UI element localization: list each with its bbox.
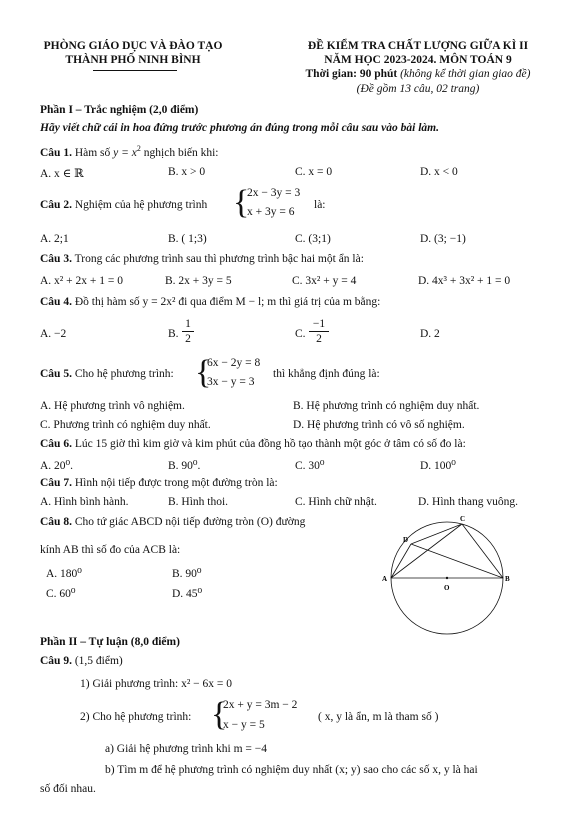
q8-option-d: D. 45⁰ (172, 588, 203, 600)
q4-c-den: 2 (316, 333, 322, 345)
segment-dc (411, 524, 462, 544)
q2-text: Nghiệm của hệ phương trình (74, 199, 208, 211)
q4-stem (40, 296, 380, 308)
q1-stem (40, 144, 219, 159)
q6-option-c: C. 30⁰ (295, 460, 325, 472)
q8-text1: Cho tứ giác ABCD nội tiếp đường tròn (O) đường (74, 516, 306, 528)
q2-eq2: x + 3y = 6 (247, 206, 295, 218)
q5-stem (40, 368, 174, 380)
time-note: (không kể thời gian giao đề) (400, 68, 531, 80)
exam-title: ĐỀ KIỂM TRA CHẤT LƯỢNG GIỮA KÌ II (307, 40, 529, 52)
q1-exp: 2 (136, 144, 141, 153)
q7-option-c: C. Hình chữ nhật. (295, 496, 377, 508)
exam-year-subject: NĂM HỌC 2023-2024. MÔN TOÁN 9 (324, 54, 512, 66)
q8-label: Câu 8. (40, 516, 72, 528)
part1-title: Phần I – Trắc nghiệm (2,0 điểm) (40, 104, 199, 116)
q4-option-c-fraction (309, 318, 329, 345)
q9-brace: { (211, 696, 228, 733)
q9-part2b-line1: b) Tìm m để hệ phương trình có nghiệm duy nhất (x; y) sao cho các số x, y là hai (105, 764, 478, 776)
q6-option-d: D. 100⁰ (420, 460, 456, 472)
q6-text: Lúc 15 giờ thì kim giờ và kim phút của đồng hồ tạo thành một góc ở tâm có số đo là: (74, 438, 466, 450)
q3-option-b: B. 2x + 3y = 5 (165, 275, 232, 287)
part1-instruction: Hãy viết chữ cái in hoa đứng trước phương án đúng trong mỗi câu sau vào bài làm. (40, 122, 440, 134)
school-city: THÀNH PHỐ NINH BÌNH (65, 54, 201, 66)
q4-b-num: 1 (185, 318, 191, 330)
q1-option-b: B. x > 0 (168, 166, 206, 178)
q5-option-b: B. Hệ phương trình có nghiệm duy nhất. (293, 400, 480, 412)
q9-eq1: 2x + y = 3m − 2 (223, 699, 298, 711)
q9-part2-prefix: 2) Cho hệ phương trình: (80, 711, 192, 723)
q5-eq1: 6x − 2y = 8 (207, 357, 261, 369)
q3-label: Câu 3. (40, 253, 72, 265)
q9-part2b-line2: số đối nhau. (40, 783, 96, 795)
q5-label: Câu 5. (40, 368, 72, 380)
q1-text-b: nghịch biến khi: (143, 146, 219, 159)
time-label: Thời gian: 90 phút (305, 68, 398, 80)
q4-text: Đồ thị hàm số y = 2x² đi qua điểm M − l; m thì giá trị của m bằng: (74, 296, 381, 308)
q2-label: Câu 2. (40, 199, 72, 211)
q4-label: Câu 4. (40, 296, 72, 308)
label-b: B (505, 575, 510, 583)
q1-option-c: C. x = 0 (295, 166, 333, 178)
q7-option-d: D. Hình thang vuông. (418, 496, 518, 508)
q3-option-a: A. x² + 2x + 1 = 0 (40, 275, 123, 287)
part2-title: Phần II – Tự luận (8,0 điểm) (40, 636, 180, 648)
q1-option-d: D. x < 0 (420, 166, 458, 178)
q2-option-a: A. 2;1 (40, 233, 69, 245)
q8-option-b: B. 90⁰ (172, 568, 202, 580)
q2-option-b: B. ( 1;3) (168, 233, 207, 245)
q7-label: Câu 7. (40, 477, 72, 489)
q2-option-c: C. (3;1) (295, 233, 331, 245)
q9-eq2: x − y = 5 (223, 719, 265, 731)
q6-option-a: A. 20⁰. (40, 460, 74, 472)
q8-circle-figure (380, 512, 520, 642)
q5-option-a: A. Hệ phương trình vô nghiệm. (40, 400, 185, 412)
q2-eq1: 2x − 3y = 3 (247, 187, 301, 199)
q1-label: Câu 1. (40, 146, 72, 159)
q3-option-c: C. 3x² + y = 4 (292, 275, 357, 287)
q1-text-a: Hàm số (74, 146, 111, 159)
q1-func: y = x (113, 146, 137, 159)
q9-part2a: a) Giải hệ phương trình khi m = −4 (105, 743, 267, 755)
q5-option-d: D. Hệ phương trình có vô số nghiệm. (293, 419, 465, 431)
segment-db (411, 544, 503, 578)
q5-option-c: C. Phương trình có nghiệm duy nhất. (40, 419, 211, 431)
q5-brace: { (195, 354, 212, 391)
segment-ac (391, 524, 462, 578)
q4-option-a: A. −2 (40, 328, 67, 340)
q8-stem-line2: kính AB thì số đo của ACB là: (40, 544, 181, 556)
school-dept: PHÒNG GIÁO DỤC VÀ ĐÀO TẠO (43, 40, 223, 52)
q5-tail: thì khẳng định đúng là: (273, 368, 380, 380)
label-c: C (460, 515, 466, 523)
header-underline (93, 70, 177, 71)
q4-option-d: D. 2 (420, 328, 440, 340)
q5-eq2: 3x − y = 3 (207, 376, 255, 388)
q4-option-b-prefix: B. (168, 328, 179, 340)
q6-label: Câu 6. (40, 438, 72, 450)
fraction-bar (309, 331, 329, 332)
q9-points: (1,5 điểm) (74, 655, 123, 667)
q4-option-c-prefix: C. (295, 328, 306, 340)
q7-option-b: B. Hình thoi. (168, 496, 229, 508)
q8-option-a: A. 180⁰ (46, 568, 82, 580)
pages-note: (Đề gồm 13 câu, 02 trang) (356, 83, 480, 95)
q3-stem (40, 253, 364, 265)
q4-option-b-fraction (182, 318, 194, 345)
q9-part1: 1) Giải phương trình: x² − 6x = 0 (80, 678, 233, 690)
q2-stem (40, 199, 207, 211)
q2-tail: là: (314, 199, 326, 211)
q9-part2-note: ( x, y là ẩn, m là tham số ) (318, 711, 439, 723)
segment-cb (462, 524, 503, 578)
q9-label: Câu 9. (40, 655, 72, 667)
q4-b-den: 2 (185, 333, 191, 345)
q4-c-num: −1 (312, 318, 326, 330)
q1-option-a: A. x ∈ ℝ (40, 168, 84, 180)
q2-brace: { (233, 184, 250, 221)
q7-text: Hình nội tiếp được trong một đường tròn là: (74, 477, 278, 489)
center-point (446, 577, 448, 579)
q8-option-c: C. 60⁰ (46, 588, 76, 600)
exam-time (268, 68, 568, 80)
q5-text: Cho hệ phương trình: (74, 368, 174, 380)
q3-option-d: D. 4x³ + 3x² + 1 = 0 (418, 275, 511, 287)
q2-option-d: D. (3; −1) (420, 233, 466, 245)
label-a: A (382, 575, 388, 583)
q9-heading (40, 655, 123, 667)
q8-stem-line1 (40, 516, 305, 528)
q6-stem (40, 438, 466, 450)
label-d: D (403, 536, 409, 544)
q6-option-b: B. 90⁰. (168, 460, 201, 472)
fraction-bar (182, 331, 194, 332)
q7-stem (40, 477, 278, 489)
q7-option-a: A. Hình bình hành. (40, 496, 129, 508)
q3-text: Trong các phương trình sau thì phương trình bậc hai một ẩn là: (74, 253, 364, 265)
label-o: O (444, 584, 450, 592)
